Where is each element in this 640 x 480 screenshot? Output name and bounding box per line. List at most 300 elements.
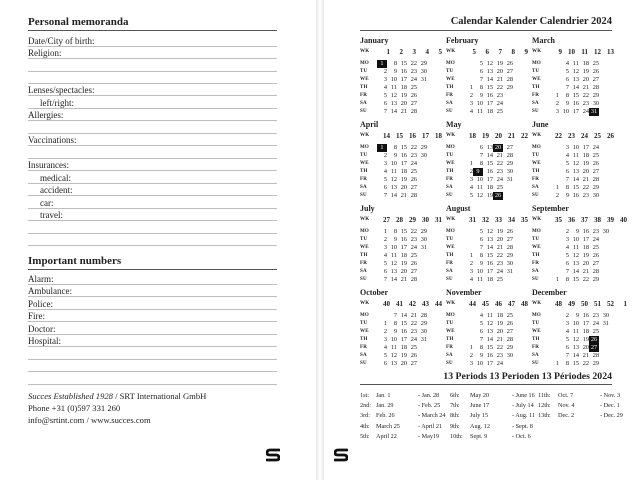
week-number-row [446,300,528,309]
date-cell: 7 [565,84,569,91]
week-number: 37 [581,216,588,224]
period-end: - Jan. 28 [418,392,440,399]
period-number: 11th: [538,392,551,399]
date-cell [417,260,427,268]
memo-field-label: medical: [40,173,71,183]
date-cell: 30 [592,192,599,199]
date-cell: 14 [390,276,397,283]
date-cell: 9 [393,152,397,159]
date-cell: 12 [572,336,579,343]
date-cell [599,260,609,268]
date-cell: 6 [479,328,483,335]
day-row [532,228,627,236]
date-cell: 9 [575,312,579,319]
date-cell: 7 [383,276,387,283]
date-cell: 19 [400,92,407,99]
date-cell: 1 [555,92,559,99]
calendar-title: Calendar Kalender Calendrier 2024 [450,16,612,27]
date-cell: 11 [486,312,493,319]
memo-field-label: Date/City of birth: [28,36,95,46]
date-cell: 12 [390,352,397,359]
month-february [446,36,528,120]
date-cell: 21 [410,312,417,319]
month-june [532,120,614,204]
month-name: August [446,204,471,213]
date-cell: 10 [390,336,397,343]
date-cell: 26 [506,60,513,67]
date-cell: 4 [383,168,387,175]
date-cell: 28 [506,76,513,83]
book-gutter [316,0,324,480]
date-cell: 8 [565,184,569,191]
month-march [532,36,614,120]
date-cell: 26 [410,92,417,99]
date-cell: 8 [393,228,397,235]
important-line [28,309,277,310]
date-cell: 9 [393,236,397,243]
week-number: 46 [495,300,502,308]
period-end: - May19 [418,432,440,440]
date-cell: 27 [506,144,513,151]
date-cell: 14 [572,352,579,359]
week-number-row [360,300,442,309]
date-cell: 2 [383,68,387,75]
right-page [324,0,640,480]
date-cell: 5 [479,320,483,327]
day-label: SA [360,185,367,190]
date-cell: 16 [400,152,407,159]
memo-field-label: travel: [40,210,63,220]
date-cell: 24 [592,236,599,243]
date-cell [463,328,473,336]
day-label: SU [446,277,453,282]
footer-company-name: / SRT International GmbH [112,391,207,401]
week-number: 43 [422,300,429,308]
date-cell: 9 [393,328,397,335]
day-row [360,100,442,108]
date-cell: 12 [572,160,579,167]
date-cell: 11 [390,168,397,175]
date-cell: 20 [400,184,407,191]
date-cell: 3 [469,360,473,367]
date-cell: 5 [565,252,569,259]
period-number: 8th: [450,412,460,420]
period-end: - Nov. 3 [600,392,621,399]
date-cell: 5 [383,260,387,267]
month-grid [360,48,442,116]
date-cell: 7 [565,352,569,359]
date-cell [599,252,609,260]
day-label: MO [532,313,542,318]
month-grid [532,216,627,284]
date-cell [549,84,559,92]
date-cell: 10 [476,100,483,107]
day-row [360,312,442,320]
date-cell [463,144,473,152]
footer-email: info@srtint.com / www.succes.com [28,415,151,425]
date-cell [417,360,427,368]
date-cell: 9 [565,192,569,199]
day-row [446,244,528,252]
date-cell: 19 [496,320,503,327]
date-cell: 3 [469,100,473,107]
date-cell: 3 [565,144,569,151]
month-name: March [532,36,555,45]
date-cell [377,312,387,320]
week-number: 28 [396,216,403,224]
month-name: July [360,204,375,213]
date-cell: 26 [592,160,599,167]
day-label: WE [360,245,369,250]
day-label: TH [360,253,368,258]
period-start: Jan. 1 [376,392,391,399]
date-cell: 8 [479,160,483,167]
date-cell: 8 [565,360,569,367]
date-cell: 7 [383,192,387,199]
memo-line [28,195,277,196]
date-cell: 24 [592,144,599,151]
date-cell [417,84,427,92]
date-cell [503,276,513,284]
left-page [0,0,316,480]
day-row [446,152,528,160]
period-number: 13th: [538,412,551,420]
period-end: - Oct. 6 [512,432,531,440]
date-cell: 6 [565,168,569,175]
day-row [360,184,442,192]
date-cell: 22 [582,92,589,99]
date-cell: 21 [400,276,407,283]
date-cell: 25 [506,312,513,319]
day-label: SA [446,353,453,358]
day-label: WK [446,217,456,222]
week-number-row [532,216,627,225]
date-cell [463,76,473,84]
date-cell: 6 [565,344,569,351]
day-row [532,168,614,176]
day-row [532,260,627,268]
week-number: 30 [422,216,429,224]
date-cell: 30 [506,168,513,175]
date-cell: 10 [476,268,483,275]
day-label: FR [446,177,454,182]
day-row [532,184,614,192]
month-grid [446,132,528,200]
date-cell: 17 [572,108,579,115]
week-number: 44 [469,300,476,308]
day-label: TU [360,153,368,158]
week-number: 48 [521,300,528,308]
date-cell: 22 [410,228,417,235]
day-label: FR [532,177,540,182]
date-cell: 15 [400,320,407,327]
period-row [360,391,446,401]
date-cell: 5 [479,60,483,67]
day-row [360,192,442,200]
date-cell: 20 [400,100,407,107]
date-cell: 22 [410,144,417,151]
footer-phone: Phone +31 (0)597 331 260 [28,403,121,413]
period-number: 2nd: [360,402,372,410]
period-number: 4th: [360,422,370,430]
date-cell: 28 [506,152,513,159]
day-label: WE [532,329,541,334]
date-cell: 18 [400,252,407,259]
week-number: 25 [594,132,601,140]
period-end: - Aug. 11 [512,412,535,420]
period-number: 3rd: [360,412,370,420]
day-row [446,336,528,344]
week-number: 35 [521,216,528,224]
date-cell [417,176,427,184]
date-cell: 9 [479,92,483,99]
day-label: WK [446,133,456,138]
week-number: 21 [508,132,515,140]
date-cell: 12 [572,68,579,75]
period-start: Jan. 29 [376,402,394,410]
date-cell: 7 [479,244,483,251]
date-cell: 15 [486,344,493,351]
day-label: TH [446,85,454,90]
date-cell: 23 [582,192,589,199]
calendar-title-rule [360,30,612,31]
day-row [446,352,528,360]
date-cell: 12 [486,320,493,327]
date-cell: 21 [496,336,503,343]
date-cell: 30 [420,236,427,243]
day-label: FR [360,93,368,98]
week-number: 33 [495,216,502,224]
important-line [28,284,277,285]
day-row [360,228,442,236]
date-cell: 16 [582,312,589,319]
date-cell: 30 [506,352,513,359]
period-start: Feb. 26 [376,412,395,420]
week-number-row [360,132,442,141]
period-end: - April 21 [418,422,443,430]
date-cell: 3 [383,160,387,167]
date-cell: 20 [400,360,407,367]
date-cell [549,160,559,168]
period-start: Nov. 4 [558,402,575,410]
day-row [446,184,528,192]
day-label: SU [360,361,367,366]
date-cell: 22 [410,60,417,67]
holiday-date: 20 [494,144,502,151]
date-cell: 18 [486,276,493,283]
date-cell: 5 [565,160,569,167]
date-cell: 15 [572,360,579,367]
day-label: TU [446,69,454,74]
date-cell: 3 [565,236,569,243]
day-label: TH [446,337,454,342]
date-cell: 3 [565,320,569,327]
important-field-label: Alarm: [28,274,54,284]
date-cell: 6 [479,236,483,243]
date-cell: 8 [565,92,569,99]
day-row [532,336,627,344]
date-cell: 27 [592,260,599,267]
period-start: March 25 [376,422,400,430]
date-cell: 16 [572,192,579,199]
date-cell: 14 [390,108,397,115]
day-label: WE [446,161,455,166]
date-cell: 28 [410,276,417,283]
day-row [446,344,528,352]
memo-title: Personal memoranda [28,16,129,28]
date-cell: 3 [383,76,387,83]
month-grid [360,216,442,284]
date-cell: 17 [486,100,493,107]
date-cell: 28 [420,312,427,319]
date-cell [463,236,473,244]
date-cell: 19 [400,352,407,359]
date-cell: 24 [582,108,589,115]
day-label: SU [532,193,539,198]
holiday-date: 1 [377,60,387,68]
date-cell: 27 [506,68,513,75]
date-cell: 1 [469,344,473,351]
memo-line [28,245,277,246]
day-label: FR [360,345,368,350]
date-cell: 2 [469,92,473,99]
period-number: 12th: [538,402,551,410]
date-cell: 19 [582,160,589,167]
date-cell: 26 [592,252,599,259]
date-cell: 11 [476,184,483,191]
date-cell: 4 [469,184,473,191]
period-start: June 17 [470,402,490,410]
day-label: WE [446,329,455,334]
date-cell: 3 [469,176,473,183]
day-label: MO [446,229,456,234]
important-line [28,334,277,335]
day-row [532,328,627,336]
date-cell: 25 [592,328,599,335]
week-number: 31 [469,216,476,224]
date-cell: 21 [582,176,589,183]
week-number: 13 [607,48,614,56]
day-row [532,84,614,92]
date-cell [417,344,427,352]
date-cell: 26 [410,260,417,267]
period-end: - July 14 [512,402,534,410]
date-cell: 29 [592,92,599,99]
memo-line [28,208,277,209]
periods-column [450,391,535,442]
date-cell: 3 [469,268,473,275]
day-label: WE [532,161,541,166]
date-cell [503,100,513,108]
week-number: 32 [482,216,489,224]
succes-logo-icon [266,448,280,462]
month-name: November [446,288,482,297]
date-cell: 22 [582,184,589,191]
day-row [360,176,442,184]
date-cell: 17 [582,144,589,151]
memo-line [28,108,277,109]
month-november [446,288,528,372]
date-cell [549,328,559,336]
day-label: TH [532,253,540,258]
month-name: May [446,120,462,129]
month-grid [532,48,614,116]
week-number: 35 [555,216,562,224]
date-cell: 19 [496,228,503,235]
day-label: WE [532,245,541,250]
period-row [360,432,446,442]
day-label: TU [446,237,454,242]
week-number: 8 [511,48,515,56]
date-cell: 17 [582,320,589,327]
day-row [446,276,528,284]
day-label: TH [446,169,454,174]
day-row [360,252,442,260]
period-row [538,411,623,421]
day-label: MO [360,229,370,234]
week-number-row [532,48,614,57]
date-cell: 12 [572,252,579,259]
week-number-row [446,132,528,141]
day-row [532,152,614,160]
day-row [532,160,614,168]
date-cell: 16 [400,68,407,75]
date-cell: 30 [420,152,427,159]
day-label: SA [360,353,367,358]
date-cell: 14 [572,84,579,91]
week-number: 42 [409,300,416,308]
date-cell: 14 [390,192,397,199]
date-cell: 19 [582,336,589,343]
date-cell: 27 [410,184,417,191]
date-cell: 2 [469,168,473,175]
day-row [360,108,442,116]
day-row [532,244,627,252]
day-row [446,68,528,76]
date-cell: 20 [400,268,407,275]
date-cell: 27 [506,236,513,243]
periods-column [538,391,623,422]
day-label: MO [360,61,370,66]
week-number: 14 [383,132,390,140]
date-cell: 9 [479,260,483,267]
date-cell: 31 [602,320,609,327]
date-cell: 4 [479,312,483,319]
date-cell: 14 [486,76,493,83]
day-row [446,260,528,268]
day-label: WK [532,133,542,138]
day-row [446,320,528,328]
week-number: 29 [409,216,416,224]
date-cell: 8 [393,144,397,151]
date-cell: 25 [592,152,599,159]
day-row [360,68,442,76]
date-cell [503,360,513,368]
date-cell: 7 [565,176,569,183]
period-start: April 22 [376,432,397,440]
week-number-row [446,48,528,57]
date-cell: 19 [400,176,407,183]
period-number: 9th: [450,422,460,430]
week-number: 39 [607,216,614,224]
date-cell: 5 [469,192,473,199]
day-row [360,244,442,252]
important-title: Important numbers [28,255,122,267]
date-cell: 24 [410,76,417,83]
date-cell [463,320,473,328]
date-cell: 16 [400,328,407,335]
date-cell: 27 [410,268,417,275]
